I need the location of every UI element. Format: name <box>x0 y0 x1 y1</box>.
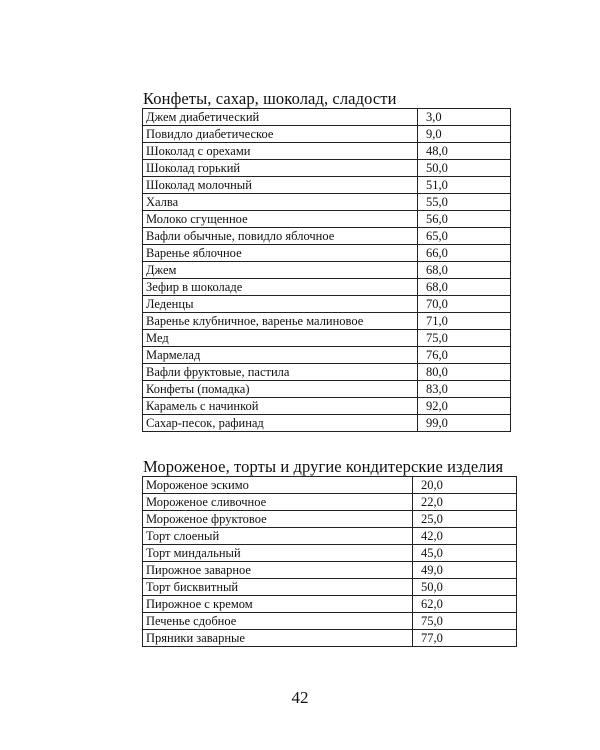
table-row <box>143 109 511 126</box>
table-row <box>143 364 511 381</box>
product-name-cell: Молоко сгущенное <box>143 211 418 228</box>
product-name-cell: Карамель с начинкой <box>143 398 418 415</box>
table-row <box>143 545 517 562</box>
product-name-cell: Джем диабетический <box>143 109 418 126</box>
table-row <box>143 160 511 177</box>
table-row <box>143 211 511 228</box>
page-number: 42 <box>291 688 309 707</box>
product-name-cell: Конфеты (помадка) <box>143 381 418 398</box>
product-name-cell: Мороженое сливочное <box>143 494 413 511</box>
product-name-cell: Шоколад с орехами <box>143 143 418 160</box>
product-name-cell: Варенье яблочное <box>143 245 418 262</box>
glycemic-index-cell: 76,0 <box>418 347 511 364</box>
section-title-sweets: Конфеты, сахар, шоколад, сладости <box>143 89 397 108</box>
product-name-cell: Пирожное заварное <box>143 562 413 579</box>
table-row <box>143 296 511 313</box>
glycemic-index-cell: 99,0 <box>418 415 511 432</box>
glycemic-index-cell: 50,0 <box>413 579 517 596</box>
table-row <box>143 194 511 211</box>
glycemic-index-cell: 42,0 <box>413 528 517 545</box>
ice-cream-cakes-table <box>142 476 517 647</box>
glycemic-index-cell: 49,0 <box>413 562 517 579</box>
table-row <box>143 511 517 528</box>
table-row <box>143 177 511 194</box>
product-name-cell: Джем <box>143 262 418 279</box>
glycemic-index-cell: 65,0 <box>418 228 511 245</box>
product-name-cell: Мороженое эскимо <box>143 477 413 494</box>
product-name-cell: Зефир в шоколаде <box>143 279 418 296</box>
table-row <box>143 596 517 613</box>
table-row <box>143 262 511 279</box>
glycemic-index-cell: 77,0 <box>413 630 517 647</box>
glycemic-index-cell: 68,0 <box>418 262 511 279</box>
table-row <box>143 630 517 647</box>
glycemic-index-cell: 20,0 <box>413 477 517 494</box>
table-row <box>143 381 511 398</box>
table-row <box>143 279 511 296</box>
product-name-cell: Мед <box>143 330 418 347</box>
table-row <box>143 579 517 596</box>
product-name-cell: Шоколад молочный <box>143 177 418 194</box>
table-row <box>143 415 511 432</box>
glycemic-index-cell: 3,0 <box>418 109 511 126</box>
glycemic-index-cell: 83,0 <box>418 381 511 398</box>
glycemic-index-cell: 55,0 <box>418 194 511 211</box>
table-row <box>143 613 517 630</box>
glycemic-index-cell: 75,0 <box>418 330 511 347</box>
glycemic-index-cell: 75,0 <box>413 613 517 630</box>
glycemic-index-cell: 22,0 <box>413 494 517 511</box>
glycemic-index-cell: 51,0 <box>418 177 511 194</box>
product-name-cell: Вафли фруктовые, пастила <box>143 364 418 381</box>
product-name-cell: Сахар-песок, рафинад <box>143 415 418 432</box>
table-row <box>143 477 517 494</box>
product-name-cell: Повидло диабетическое <box>143 126 418 143</box>
product-name-cell: Леденцы <box>143 296 418 313</box>
product-name-cell: Мармелад <box>143 347 418 364</box>
table-row <box>143 562 517 579</box>
glycemic-index-cell: 9,0 <box>418 126 511 143</box>
glycemic-index-cell: 62,0 <box>413 596 517 613</box>
table-row <box>143 494 517 511</box>
product-name-cell: Варенье клубничное, варенье малиновое <box>143 313 418 330</box>
table-row <box>143 143 511 160</box>
table-row <box>143 347 511 364</box>
product-name-cell: Торт миндальный <box>143 545 413 562</box>
product-name-cell: Пирожное с кремом <box>143 596 413 613</box>
glycemic-index-cell: 66,0 <box>418 245 511 262</box>
product-name-cell: Торт бисквитный <box>143 579 413 596</box>
table-row <box>143 313 511 330</box>
table-row <box>143 228 511 245</box>
glycemic-index-cell: 68,0 <box>418 279 511 296</box>
product-name-cell: Вафли обычные, повидло яблочное <box>143 228 418 245</box>
table-row <box>143 398 511 415</box>
product-name-cell: Печенье сдобное <box>143 613 413 630</box>
glycemic-index-cell: 92,0 <box>418 398 511 415</box>
section-title-ice-cream-cakes: Мороженое, торты и другие кондитерские изделия <box>143 457 504 476</box>
table-row <box>143 245 511 262</box>
product-name-cell: Халва <box>143 194 418 211</box>
table-row <box>143 528 517 545</box>
glycemic-index-cell: 71,0 <box>418 313 511 330</box>
glycemic-index-cell: 45,0 <box>413 545 517 562</box>
glycemic-index-cell: 56,0 <box>418 211 511 228</box>
glycemic-index-cell: 70,0 <box>418 296 511 313</box>
glycemic-index-cell: 25,0 <box>413 511 517 528</box>
glycemic-index-cell: 48,0 <box>418 143 511 160</box>
sweets-table <box>142 108 511 432</box>
product-name-cell: Торт слоеный <box>143 528 413 545</box>
table-row <box>143 330 511 347</box>
product-name-cell: Мороженое фруктовое <box>143 511 413 528</box>
glycemic-index-cell: 50,0 <box>418 160 511 177</box>
product-name-cell: Пряники заварные <box>143 630 413 647</box>
glycemic-index-cell: 80,0 <box>418 364 511 381</box>
table-row <box>143 126 511 143</box>
product-name-cell: Шоколад горький <box>143 160 418 177</box>
